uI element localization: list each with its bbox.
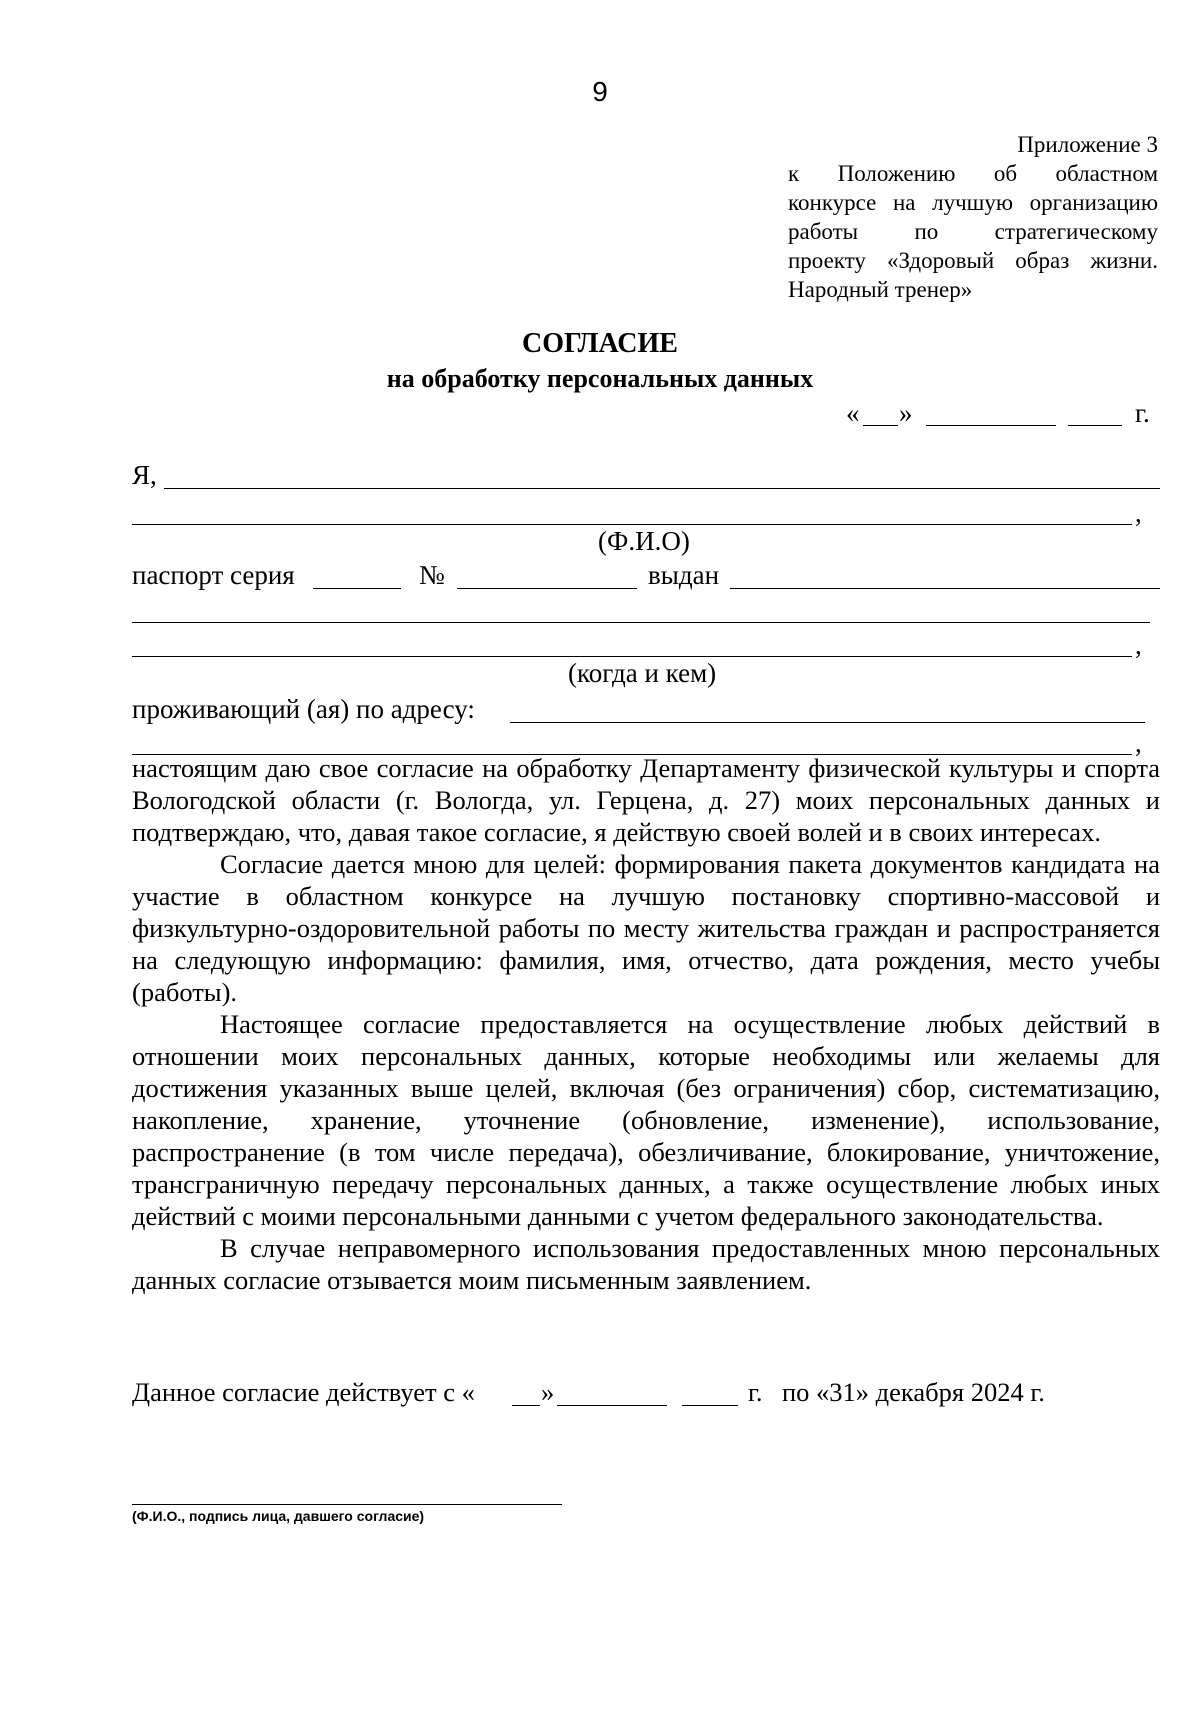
consent-paragraph: Настоящее согласие предоставляется на осуществление любых действий в отношении моих персональных данных, которые необходимы или желаемы для достижения указанных выше целей, включая (без ограничения) сбор, систематизацию, накопление, хранение, уточнение (обновление, изменение), использование, распространение (в том числе передача), обезличивание, блокирование, уничтожение, трансграничную передачу персональных данных, а также осуществление любых иных действий с моими персональными данными с учетом федерального законодательства. bbox=[132, 1009, 1160, 1231]
passport-number-label: № bbox=[419, 560, 445, 590]
document-subtitle: на обработку персональных данных bbox=[386, 364, 814, 393]
issued-hint: (когда и кем) bbox=[568, 658, 717, 688]
appendix-note bbox=[788, 130, 1158, 304]
validity-month-blank[interactable] bbox=[557, 1405, 667, 1406]
appendix-line: Приложение 3 bbox=[1017, 132, 1158, 157]
date-close-quote: » bbox=[899, 398, 913, 428]
fio-hint: (Ф.И.О) bbox=[598, 526, 690, 556]
issued-comma: , bbox=[1135, 630, 1142, 660]
fio-comma: , bbox=[1135, 498, 1142, 528]
date-day-blank[interactable] bbox=[863, 425, 898, 426]
appendix-line: к Положению об областном bbox=[788, 161, 1158, 186]
fio-blank-line-2[interactable] bbox=[132, 524, 1132, 525]
signature-line[interactable] bbox=[132, 1504, 562, 1505]
date-year-blank[interactable] bbox=[1068, 425, 1122, 426]
address-label: проживающий (ая) по адресу: bbox=[132, 694, 475, 724]
validity-year-suffix: г. bbox=[748, 1377, 763, 1407]
ya-label: Я, bbox=[132, 460, 157, 490]
validity-year-blank[interactable] bbox=[682, 1405, 738, 1406]
appendix-line: проекту «Здоровый образ жизни. bbox=[788, 248, 1158, 273]
passport-series-label: паспорт серия bbox=[132, 560, 295, 590]
passport-series-blank[interactable] bbox=[313, 588, 401, 589]
appendix-line: работы по стратегическому bbox=[788, 219, 1158, 244]
page-number: 9 bbox=[592, 76, 608, 107]
consent-paragraph: настоящим даю свое согласие на обработку Департаменту физической культуры и спорта Вологодской области (г. Вологда, ул. Герцена, д. 27) моих персональных данных и подтверждаю, что, давая такое согласие, я действую своей волей и в своих интересах. bbox=[132, 753, 1160, 847]
address-blank-line-1[interactable] bbox=[510, 722, 1145, 723]
issued-blank-line-3[interactable] bbox=[132, 656, 1132, 657]
issued-label: выдан bbox=[648, 560, 720, 590]
validity-day-blank[interactable] bbox=[512, 1405, 540, 1406]
validity-prefix: Данное согласие действует с « bbox=[132, 1377, 475, 1407]
appendix-line: конкурсе на лучшую организацию bbox=[788, 190, 1158, 215]
issued-blank-line-1[interactable] bbox=[730, 588, 1160, 589]
appendix-line: Народный тренер» bbox=[788, 277, 973, 302]
consent-paragraph: Согласие дается мною для целей: формирования пакета документов кандидата на участие в областном конкурсе на лучшую постановку спортивно-массовой и физкультурно-оздоровительной работы по месту жительства граждан и распространяется на следующую информацию: фамилия, имя, отчество, дата рождения, место учебы (работы). bbox=[132, 849, 1160, 1007]
issued-blank-line-2[interactable] bbox=[132, 622, 1150, 623]
date-year-suffix: г. bbox=[1135, 398, 1150, 428]
signature-caption: (Ф.И.О., подпись лица, давшего согласие) bbox=[132, 1508, 425, 1524]
date-open-quote: « bbox=[846, 398, 860, 428]
address-comma: , bbox=[1135, 728, 1142, 758]
consent-body bbox=[132, 752, 1160, 1296]
validity-close-quote: » bbox=[541, 1377, 555, 1407]
consent-paragraph: В случае неправомерного использования предоставленных мною персональных данных согласие отзывается моим письменным заявлением. bbox=[132, 1233, 1160, 1295]
validity-until: по «31» декабря 2024 г. bbox=[782, 1377, 1045, 1407]
passport-number-blank[interactable] bbox=[457, 588, 637, 589]
fio-blank-line-1[interactable] bbox=[164, 488, 1160, 489]
document-title: СОГЛАСИЕ bbox=[522, 328, 678, 359]
date-month-blank[interactable] bbox=[926, 425, 1056, 426]
